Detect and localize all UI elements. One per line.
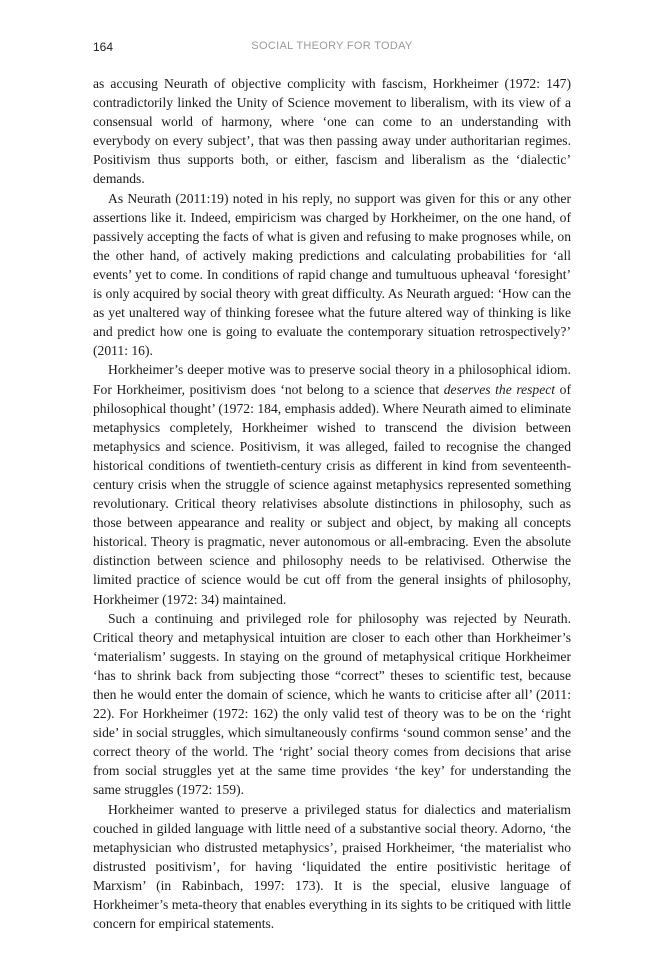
paragraph-text: As Neurath (2011:19) noted in his reply, no support was given for this or any other assertions like it. Indeed, empiricism was charged by Horkheimer, on the one hand, of passively accepting the facts of what is given and refusing to make prognoses while, on the other hand, of actively making predictions and calculating probabilities for ‘all events’ yet to come. In conditions of rapid change and tumultuous upheaval ‘foresight’ is only acquired by social theory with great difficulty. As Neurath argued: ‘How can the as yet unaltered way of thinking foresee what the future altered way of thinking is like and predict how one is going to evaluate the contemporary situation retrospectively?’ (2011: 16). — [93, 190, 571, 359]
paragraph-5 — [93, 800, 571, 934]
paragraph-4 — [93, 609, 571, 800]
page-header — [93, 40, 571, 58]
paragraph-text: Such a continuing and privileged role for philosophy was rejected by Neurath. Critical theory and metaphysical intuition are closer to each other than Horkheimer’s ‘materialism’ suggests. In staying on the ground of metaphysical critique Horkheimer ‘has to shrink back from subjecting those “correct” theses to scientific test, because then he would enter the domain of science, which he wants to criticise after all’ (2011: 22). For Horkheimer (1972: 162) the only valid test of theory was to be on the ‘right side’ in social struggles, which simultaneously confirms ‘sound common sense’ and the correct theory of the world. The ‘right’ social theory comes from decisions that arise from social struggles yet at the same time provides ‘the key’ for understanding the same struggles (1972: 159). — [93, 610, 571, 798]
paragraph-text: Horkheimer wanted to preserve a privileged status for dialectics and materialism couched in gilded language with little need of a substantive social theory. Adorno, ‘the metaphysician who distrusted metaphysics’, praised Horkheimer, ‘the materialist who distrusted positivism’, for having ‘liquidated the entire positivistic heritage of Marxism’ (in Rabinbach, 1997: 173). It is the special, elusive language of Horkheimer’s meta-theory that enables everything in its sights to be critiqued with little concern for empirical statements. — [93, 801, 571, 932]
running-head: SOCIAL THEORY FOR TODAY — [251, 40, 413, 52]
paragraph-3 — [93, 360, 571, 608]
emphasis-text: deserves the respect — [443, 381, 556, 397]
paragraph-text: of philosophical thought’ (1972: 184, emphasis added). Where Neurath aimed to eliminate metaphysics completely, Horkheimer wished to transcend the division between metaphysics and science. Positivism, it was alleged, failed to recognise the changed historical conditions of twentieth-century crisis as different in kind from seventeenth-century crisis when the struggle of science against metaphysics represented something revolutionary. Critical theory relativises absolute distinctions in philosophy, such as those between appearance and reality or subject and object, by making all concepts historical. Theory is pragmatic, never autonomous or all-embracing. Even the absolute distinction between science and philosophy needs to be relativised. Otherwise the limited practice of science would be cut off from the general insights of philosophy, Horkheimer (1972: 34) maintained. — [93, 381, 571, 607]
paragraph-text: as accusing Neurath of objective complicity with fascism, Horkheimer (1972: 147) contradictorily linked the Unity of Science movement to liberalism, with its view of a consensual world of harmony, where ‘one can come to an understanding with everybody on every subject’, that was then passing away under authoritarian regimes. Positivism thus supports both, or either, fascism and liberalism as the ‘dialectic’ demands. — [93, 76, 571, 187]
paragraph-1 — [93, 74, 571, 189]
page-number: 164 — [93, 40, 114, 54]
paragraph-text: Horkheimer’s deeper motive was to preserve social theory in a philosophical idiom. For Horkheimer, positivism does ‘not belong to a science that — [93, 362, 571, 397]
paragraph-2 — [93, 189, 571, 361]
body-text — [93, 74, 571, 933]
